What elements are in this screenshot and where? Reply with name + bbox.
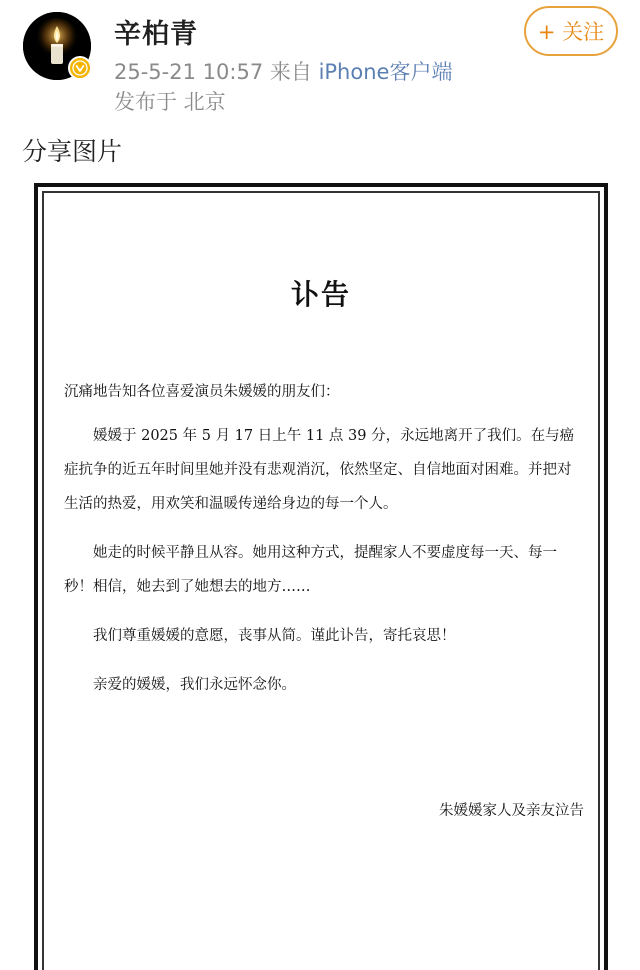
- post-location: 发布于 北京: [114, 90, 226, 114]
- obituary-title: 讣告: [290, 278, 351, 311]
- post-time: 10:57: [202, 60, 264, 84]
- username[interactable]: 辛柏青: [114, 19, 198, 50]
- obituary-body: [64, 375, 578, 717]
- obituary-paragraph: 她走的时候平静且从容。她用这种方式，提醒家人不要虚度每一天、每一秒！相信，她去到了她想去的地方……: [64, 545, 557, 595]
- source-link[interactable]: iPhone客户端: [318, 60, 453, 84]
- obituary-paragraph: 亲爱的媛媛，我们永远怀念你。: [93, 677, 296, 693]
- obituary-signature: 朱媛媛家人及亲友泣告: [439, 803, 584, 819]
- obituary-inner-border: [42, 191, 600, 970]
- source-prefix: 来自: [269, 60, 312, 84]
- shared-image-obituary[interactable]: [34, 183, 608, 970]
- obituary-paragraph: 我们尊重媛媛的意愿，丧事从简。谨此讣告，寄托哀思！: [93, 628, 456, 644]
- obituary-paragraph: 媛媛于 2025 年 5 月 17 日上午 11 点 39 分，永远地离开了我们。在与癌症抗争的近五年时间里她并没有悲观消沉，依然坚定、自信地面对困难。并把对生活的热爱，用欢笑和温暖传递给身边的每一个人。: [64, 428, 575, 512]
- follow-button[interactable]: + 关注: [524, 6, 618, 56]
- post-date: 25-5-21: [114, 60, 196, 84]
- obituary-salutation: 沉痛地告知各位喜爱演员朱媛媛的朋友们：: [64, 384, 340, 400]
- post-text: 分享图片: [22, 137, 123, 166]
- post-meta: [114, 56, 452, 86]
- verified-badge-icon: [68, 56, 92, 80]
- post-header: [0, 0, 640, 120]
